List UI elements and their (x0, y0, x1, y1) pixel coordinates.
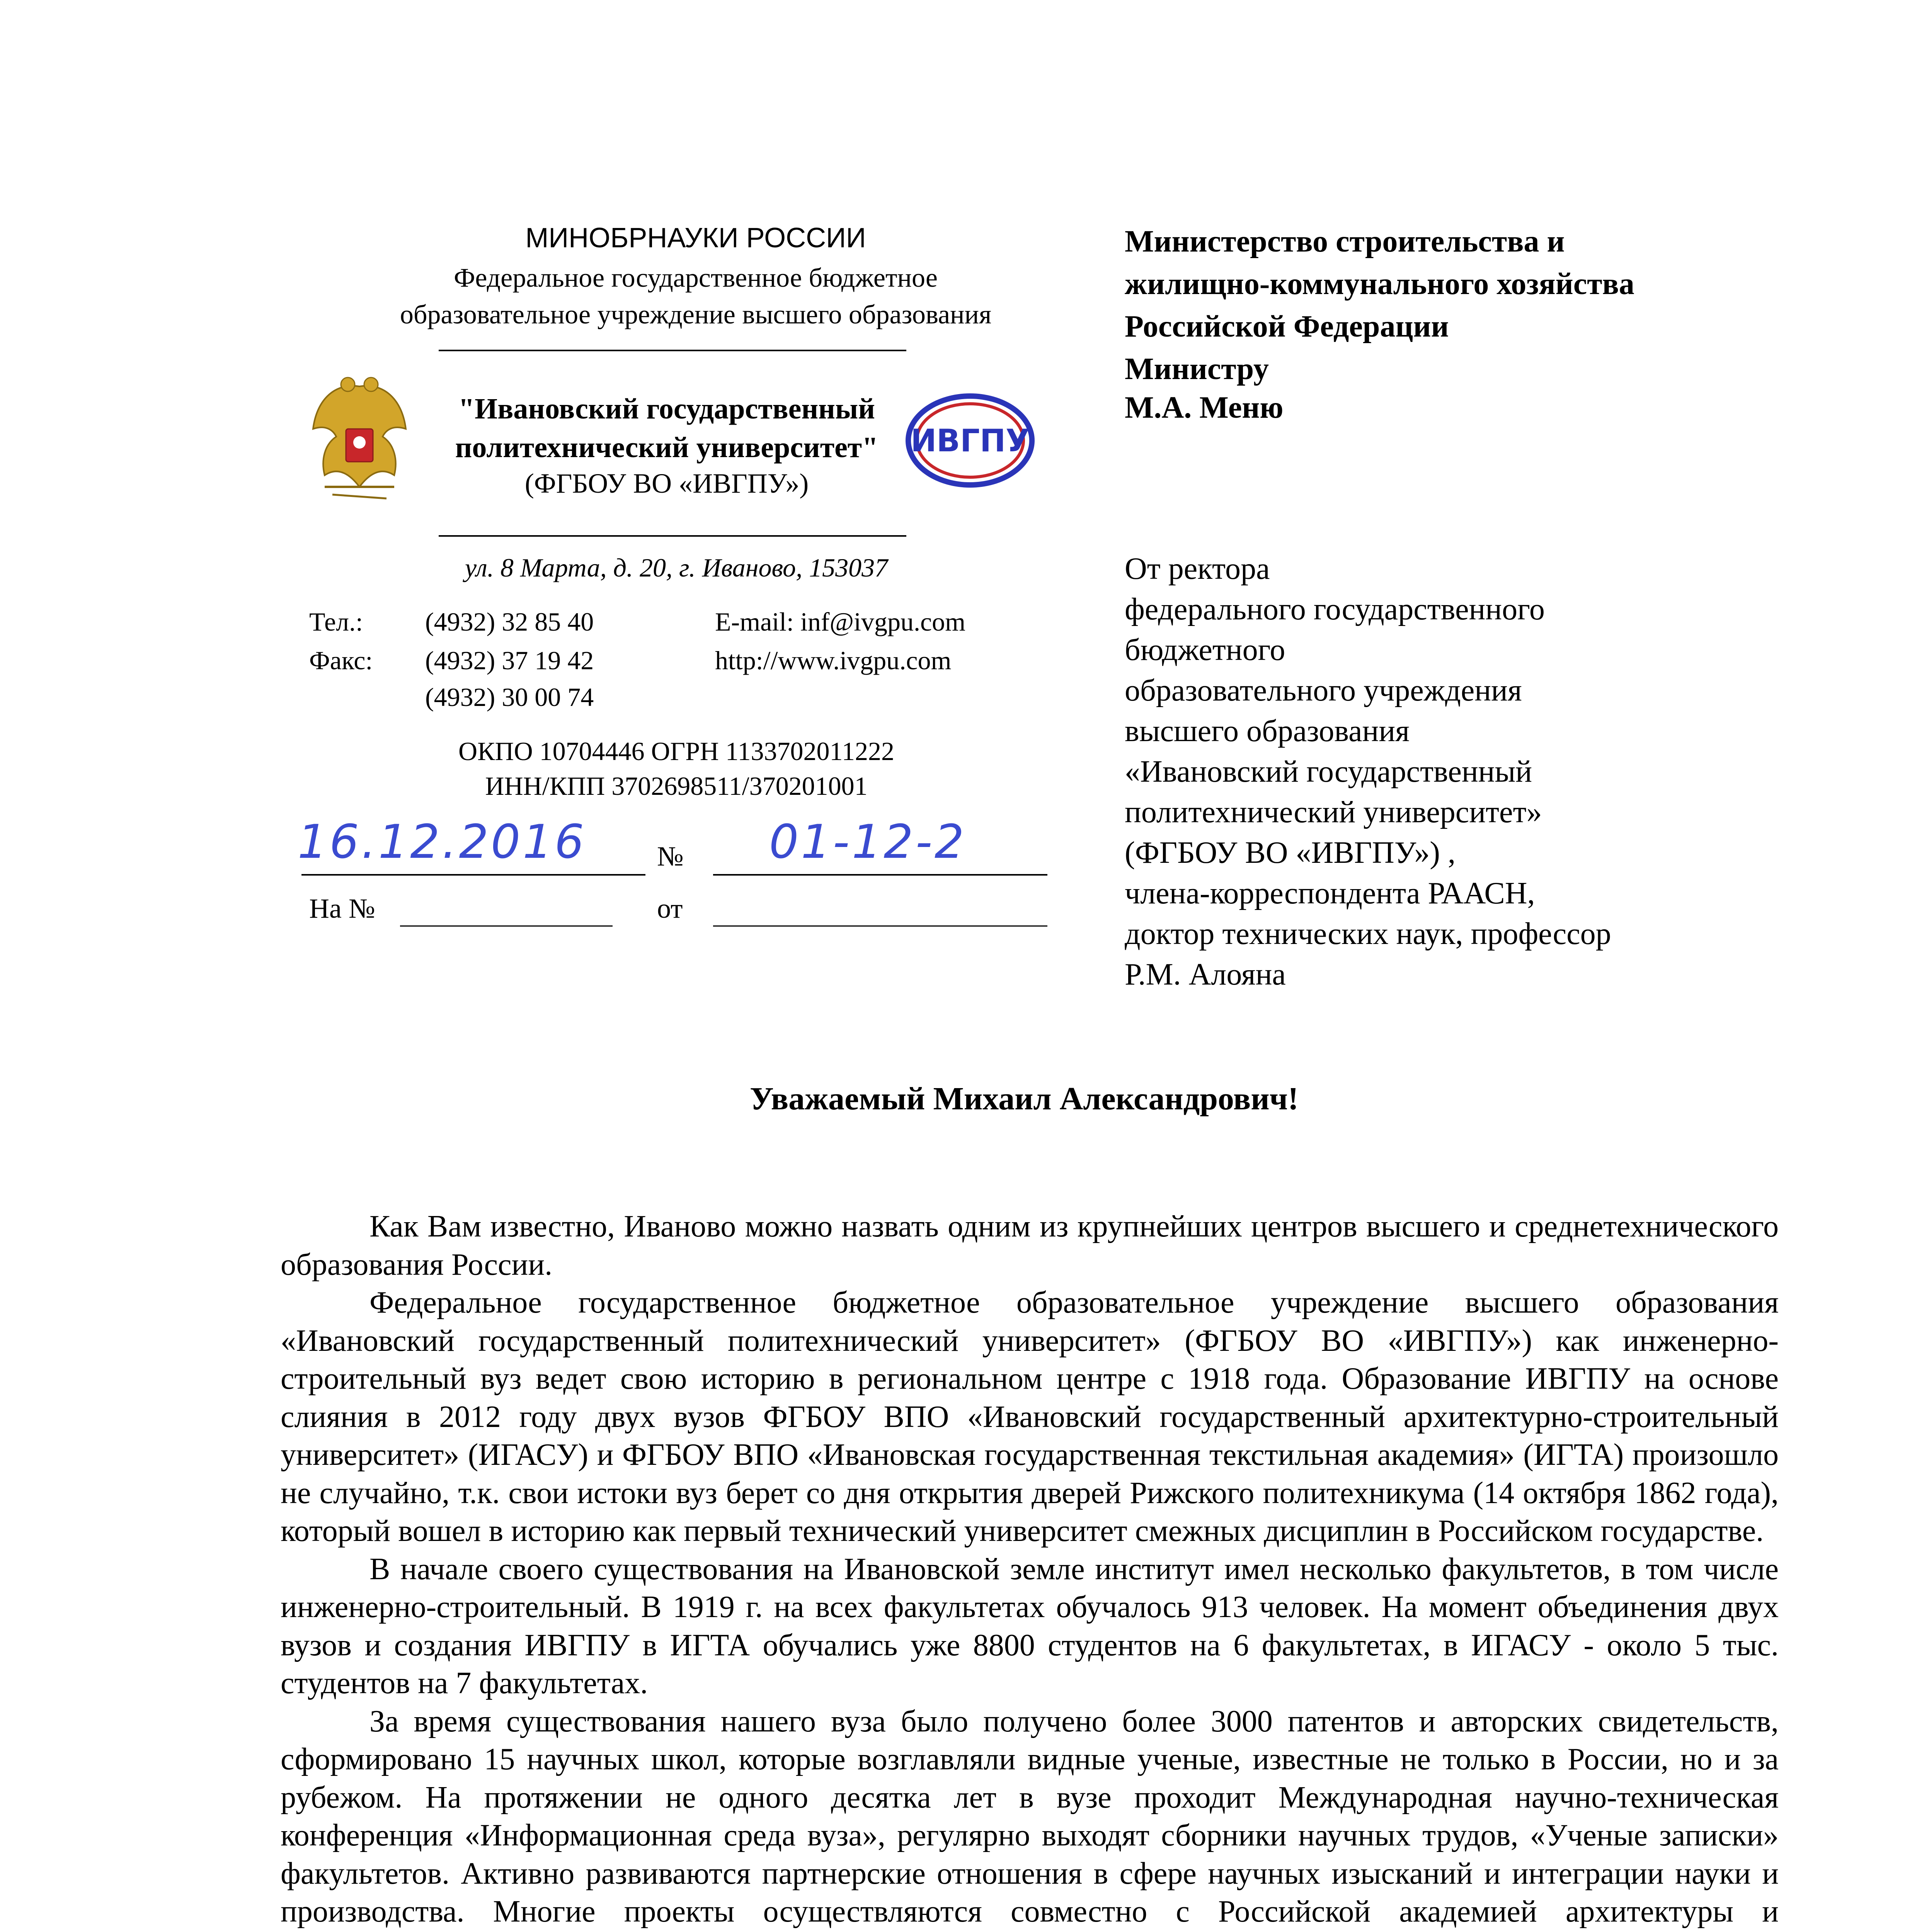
addressee-line-4: Министру (1125, 352, 1269, 386)
greeting: Уважаемый Михаил Александрович! (750, 1081, 1299, 1117)
letter-body (281, 1208, 1779, 1932)
org-line-1: Федеральное государственное бюджетное (454, 263, 938, 293)
org-line-2: образовательное учреждение высшего образования (400, 300, 992, 330)
addressee-line-5: М.А. Меню (1125, 391, 1284, 425)
ministry-title: МИНОБРНАУКИ РОССИИ (525, 223, 866, 253)
fax-label: Факс: (309, 646, 373, 675)
email: E-mail: inf@ivgpu.com (715, 607, 966, 636)
addressee-line-3: Российской Федерации (1125, 310, 1449, 344)
tel-label: Тел.: (309, 607, 363, 636)
paragraph: Как Вам известно, Иваново можно назвать одним из крупнейших центров высшего и среднетехнического образования России. (281, 1209, 1779, 1282)
coat-of-arms-icon (309, 371, 410, 510)
reference-number-line (400, 925, 613, 927)
addressee-line-1: Министерство строительства и (1125, 224, 1565, 259)
number-underline (713, 874, 1047, 876)
sender-line-4: образовательного учреждения (1125, 673, 1522, 707)
sender-line-1: От ректора (1125, 552, 1270, 586)
divider (439, 350, 906, 351)
paragraph: Федеральное государственное бюджетное образовательное учреждение высшего образования «Ивановский государственный политехнический университет» (ФГБОУ ВО «ИВГПУ») как инженерно-строительный вуз ведет свою историю в региональном центре с 1918 года. Образование ИВГПУ на основе слияния в 2012 году двух вузов ФГБОУ ВПО «Ивановский государственный архитектурно-строительный университет» (ИГАСУ) и ФГБОУ ВПО «Ивановская государственная текстильная академия» (ИГТА) произошло не случайно, т.к. свои истоки вуз берет со дня открытия дверей Рижского политехникума (14 октября 1862 года), который вошел в историю как первый технический университет смежных дисциплин в Российском государстве. (281, 1286, 1779, 1548)
website: http://www.ivgpu.com (715, 646, 952, 675)
sender-line-10: доктор технических наук, профессор (1125, 917, 1611, 951)
sender-line-7: политехнический университет» (1125, 795, 1542, 829)
sender-line-5: высшего образования (1125, 714, 1410, 748)
okpo-ogrn: ОКПО 10704446 ОГРН 1133702011222 (458, 736, 894, 766)
paragraph: За время существования нашего вуза было получено более 3000 патентов и авторских свидетельств, сформировано 15 научных школ, которые возглавляли видные ученые, известные не только в России, но и за рубежом. На протяжении не одного десятка лет в вузе проходит Международная научно-техническая конференция «Информационная среда вуза», регулярно выходят сборники научных трудов, «Ученые записки» факультетов. Активно развиваются партнерские отношения в сфере научных изысканий и интеграции науки и производства. Многие проекты осуществляются совместно с Российской академией архитектуры и (281, 1704, 1779, 1929)
sender-line-2: федерального государственного (1125, 592, 1545, 626)
addressee-line-2: жилищно-коммунального хозяйства (1125, 267, 1634, 301)
divider (439, 535, 906, 537)
tel-number: (4932) 32 85 40 (425, 607, 594, 636)
university-name-line-2: политехнический университет" (455, 431, 878, 464)
fax-number-2: (4932) 30 00 74 (425, 682, 594, 712)
reference-date-line (713, 925, 1047, 927)
outgoing-date: 16.12.2016 (298, 815, 587, 869)
address: ул. 8 Марта, д. 20, г. Иваново, 153037 (465, 553, 888, 582)
sender-line-8: (ФГБОУ ВО «ИВГПУ») , (1125, 836, 1456, 870)
from-label: от (657, 893, 683, 924)
sender-line-9: члена-корреспондента РААСН, (1125, 876, 1535, 910)
reference-number-label: На № (309, 893, 375, 924)
university-logo (904, 390, 1036, 491)
inn-kpp: ИНН/КПП 3702698511/370201001 (485, 771, 868, 801)
number-sign: № (657, 841, 684, 872)
university-name-line-1: "Ивановский государственный (458, 393, 875, 425)
logo-text: ИВГПУ (911, 423, 1030, 459)
sender-line-11: Р.М. Алояна (1125, 957, 1286, 992)
outgoing-number: 01-12-2 (769, 815, 967, 869)
fax-number-1: (4932) 37 19 42 (425, 646, 594, 675)
paragraph: В начале своего существования на Ивановской земле институт имел несколько факультетов, в том числе инженерно-строительный. В 1919 г. на всех факультетах обучалось 913 человек. На момент объединения двух вузов и создания ИВГПУ в ИГТА обучались уже 8800 студентов на 6 факультетах, в ИГАСУ - около 5 тыс. студентов на 7 факультетах. (281, 1552, 1779, 1700)
sender-line-6: «Ивановский государственный (1125, 755, 1532, 789)
date-underline (301, 874, 645, 876)
university-abbreviation: (ФГБОУ ВО «ИВГПУ») (524, 468, 809, 499)
sender-line-3: бюджетного (1125, 633, 1285, 667)
